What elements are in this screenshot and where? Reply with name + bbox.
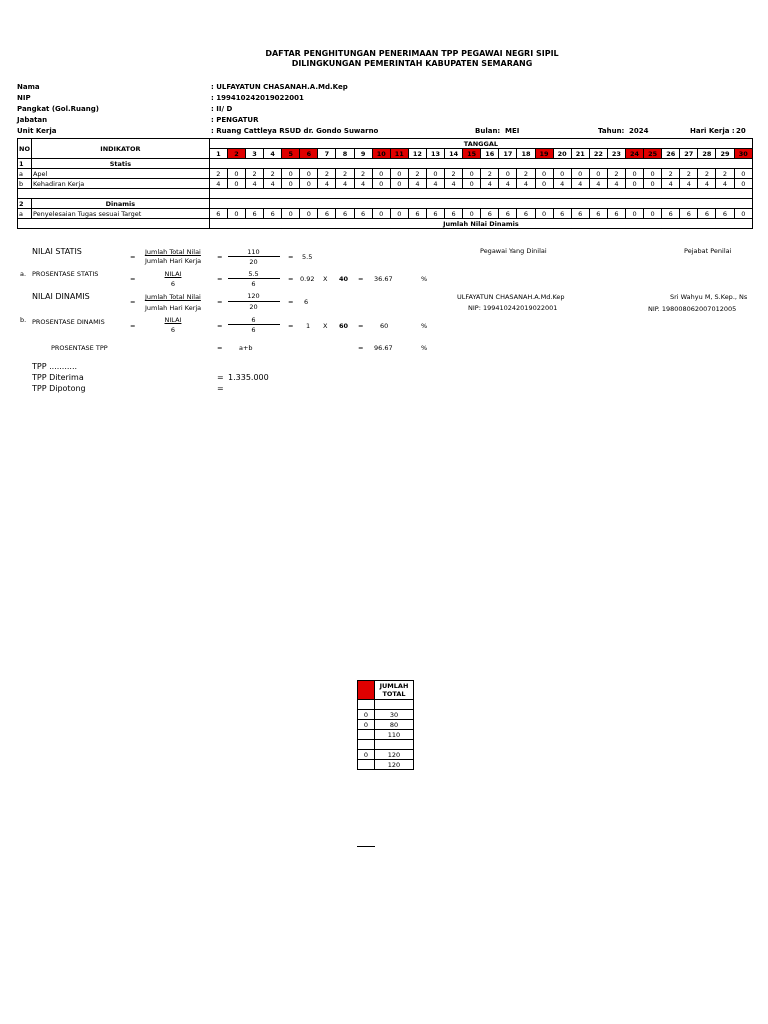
eq: = [358, 322, 364, 330]
eq: = [358, 344, 364, 352]
cell-value: 0 [571, 169, 589, 179]
eq: = [217, 253, 223, 261]
cell-value: 2 [607, 169, 625, 179]
cell-value: 4 [408, 179, 426, 189]
day-header: 13 [426, 149, 444, 159]
nilai-label: NILAI [164, 316, 182, 324]
cell-value: 0 [372, 169, 390, 179]
cell-value: 0 [282, 209, 300, 219]
cell-value: 0 [300, 209, 318, 219]
ns-result: 5.5 [302, 253, 313, 261]
jumlah-dinamis-label: Jumlah Nilai Dinamis [209, 219, 752, 229]
cell-value: 6 [209, 209, 227, 219]
tpp-diterima-value: 1.335.000 [228, 373, 269, 382]
cell-value: 0 [535, 179, 553, 189]
cell-value: 0 [227, 169, 245, 179]
cell-value: 0 [282, 169, 300, 179]
pd-total: 60 [380, 322, 389, 330]
tpp-dipotong-label: TPP Dipotong [32, 384, 86, 393]
eq: = [130, 322, 136, 330]
day-header: 7 [318, 149, 336, 159]
day-header: 27 [680, 149, 698, 159]
cell-value: 0 [300, 169, 318, 179]
summary-cell-b: 110 [375, 730, 414, 740]
cell-value: 6 [517, 209, 535, 219]
cell-value: 6 [354, 209, 372, 219]
cell-value: 6 [318, 209, 336, 219]
row-label: Penyelesaian Tugas sesuai Target [31, 209, 209, 219]
times: X [323, 275, 328, 283]
section-blank [209, 199, 752, 209]
summary-cell-b [375, 740, 414, 750]
info-label: Nama [17, 83, 40, 91]
cell-value: 2 [318, 169, 336, 179]
info-value: : 199410242019022001 [211, 94, 304, 102]
pct: % [421, 275, 428, 283]
pd-result: 1 [306, 322, 311, 330]
day-header: 5 [282, 149, 300, 159]
cell-value: 0 [300, 179, 318, 189]
six-label: 6 [170, 280, 176, 288]
summary-cell-b: 80 [375, 720, 414, 730]
cell-value: 4 [553, 179, 571, 189]
eq: = [217, 344, 223, 352]
cell-value: 0 [227, 179, 245, 189]
eq: = [217, 322, 223, 330]
summary-cell-a: 0 [358, 720, 375, 730]
summary-table [357, 680, 414, 770]
cell-value: 4 [336, 179, 354, 189]
section-label: Statis [31, 159, 209, 169]
cell-value: 0 [734, 169, 752, 179]
section-label: Dinamis [31, 199, 209, 209]
cell-value: 6 [662, 209, 680, 219]
info-value: : Ruang Cattleya RSUD dr. Gondo Suwarno [211, 127, 379, 135]
day-header: 6 [300, 149, 318, 159]
cell-value: 6 [589, 209, 607, 219]
eq: = [217, 275, 223, 283]
cell-value: 0 [644, 179, 662, 189]
day-header: 18 [517, 149, 535, 159]
cell-value: 0 [372, 209, 390, 219]
jtn-label: Jumlah Total Nilai [145, 293, 201, 301]
tpp-total: 96.67 [374, 344, 393, 352]
cell-value: 0 [426, 169, 444, 179]
info-label: Jabatan [17, 116, 48, 124]
fraction-line [228, 301, 280, 302]
day-header: 2 [227, 149, 245, 159]
times: X [323, 322, 328, 330]
summary-cell-b: 30 [375, 710, 414, 720]
eq: = [288, 253, 294, 261]
nd-result: 6 [304, 298, 309, 306]
cell-value: 0 [282, 179, 300, 189]
pct: % [421, 344, 428, 352]
cell-value: 6 [698, 209, 716, 219]
cell-value: 6 [408, 209, 426, 219]
cell-value: 0 [734, 209, 752, 219]
eq: = [130, 275, 136, 283]
indicator-table [17, 138, 753, 229]
summary-cell-a [358, 700, 375, 710]
pd-denominator: 6 [251, 326, 256, 334]
ps-weight: 40 [339, 275, 349, 283]
cell-value: 0 [390, 179, 408, 189]
eq: = [130, 253, 136, 261]
ps-numerator: 5.5 [248, 270, 259, 278]
summary-cell-b: 120 [375, 750, 414, 760]
cell-value: 4 [354, 179, 372, 189]
pegawai-nip: NIP: 199410242019022001 [468, 304, 558, 312]
hari-kerja-label: Hari Kerja : [690, 127, 735, 135]
cell-value: 2 [209, 169, 227, 179]
day-header: 8 [336, 149, 354, 159]
jtn-label: Jumlah Total Nilai [145, 248, 201, 256]
indikator-header: INDIKATOR [31, 139, 209, 159]
eq: = [288, 298, 294, 306]
blank-cell [31, 189, 209, 199]
cell-value: 0 [390, 169, 408, 179]
cell-value: 0 [644, 209, 662, 219]
row-no: a [18, 209, 32, 219]
ps-denominator: 6 [251, 280, 256, 288]
info-label: NIP [17, 94, 31, 102]
cell-value: 2 [481, 169, 499, 179]
section-no: 1 [18, 159, 32, 169]
summary-cell-b: 120 [375, 760, 414, 770]
bulan-value: MEI [505, 127, 520, 135]
day-header: 28 [698, 149, 716, 159]
eq: = [130, 298, 136, 306]
cell-value: 6 [553, 209, 571, 219]
cell-value: 4 [318, 179, 336, 189]
day-header: 15 [463, 149, 481, 159]
day-header: 10 [372, 149, 390, 159]
tpp-prosentase-label: PROSENTASE TPP [51, 344, 108, 352]
tahun-label: Tahun: [598, 127, 625, 135]
day-header: 23 [607, 149, 625, 159]
cell-value: 4 [716, 179, 734, 189]
cell-value: 6 [426, 209, 444, 219]
cell-value: 0 [535, 169, 553, 179]
eq: = [288, 322, 294, 330]
nd-denominator: 20 [249, 303, 258, 311]
nd-numerator: 120 [247, 292, 260, 300]
day-header: 14 [445, 149, 463, 159]
doc-subtitle: DILINGKUNGAN PEMERINTAH KABUPATEN SEMARANG [291, 59, 533, 68]
summary-red-cell: 31 [358, 681, 375, 700]
cell-value: 4 [499, 179, 517, 189]
blank-cell [18, 189, 32, 199]
cell-value: 6 [445, 209, 463, 219]
nilai-label: NILAI [164, 270, 182, 278]
cell-value: 2 [716, 169, 734, 179]
blank-cell [18, 219, 32, 229]
day-header: 1 [209, 149, 227, 159]
bulan-label: Bulan: [475, 127, 501, 135]
cell-value: 0 [625, 179, 643, 189]
summary-cell-a [358, 730, 375, 740]
cell-value: 4 [589, 179, 607, 189]
day-header: 29 [716, 149, 734, 159]
row-no: a [18, 169, 32, 179]
eq: = [217, 298, 223, 306]
cell-value: 0 [390, 209, 408, 219]
summary-cell-a [358, 760, 375, 770]
day-header: 26 [662, 149, 680, 159]
cell-value: 0 [372, 179, 390, 189]
day-header: 11 [390, 149, 408, 159]
info-label: Pangkat (Gol.Ruang) [17, 105, 99, 113]
tahun-value: 2024 [629, 127, 649, 135]
cell-value: 0 [499, 169, 517, 179]
ns-numerator: 110 [247, 248, 260, 256]
cell-value: 0 [463, 209, 481, 219]
section-no: 2 [18, 199, 32, 209]
blank-cell [31, 219, 209, 229]
cell-value: 6 [571, 209, 589, 219]
summary-header-line: TOTAL [382, 690, 406, 698]
cell-value: 4 [571, 179, 589, 189]
cell-value: 4 [607, 179, 625, 189]
nilai-statis-label: NILAI STATIS [32, 247, 82, 256]
section-blank [209, 159, 752, 169]
cell-value: 4 [246, 179, 264, 189]
cell-value: 0 [589, 169, 607, 179]
eq: = [288, 275, 294, 283]
cell-value: 2 [246, 169, 264, 179]
cell-value: 6 [246, 209, 264, 219]
jhk-label: Jumlah Hari Kerja [145, 257, 202, 265]
fraction-line [228, 278, 280, 279]
cell-value: 2 [264, 169, 282, 179]
summary-cell-a: 0 [358, 750, 375, 760]
pejabat-name: Sri Wahyu M, S.Kep., Ns [670, 293, 748, 301]
pd-numerator: 6 [251, 316, 256, 324]
cell-value: 0 [644, 169, 662, 179]
day-header: 9 [354, 149, 372, 159]
pegawai-name: ULFAYATUN CHASANAH.A.Md.Kep [457, 293, 565, 301]
nilai-dinamis-label: NILAI DINAMIS [32, 292, 90, 301]
info-value: : PENGATUR [211, 116, 259, 124]
pd-weight: 60 [339, 322, 349, 330]
summary-cell-a: 0 [358, 710, 375, 720]
day-header: 17 [499, 149, 517, 159]
summary-cell-b [375, 700, 414, 710]
summary-cell-a [358, 740, 375, 750]
cell-value: 2 [408, 169, 426, 179]
cell-value: 0 [553, 169, 571, 179]
doc-title: DAFTAR PENGHITUNGAN PENERIMAAN TPP PEGAWAI NEGRI SIPIL [265, 49, 559, 58]
pegawai-label: Pegawai Yang Dinilai [480, 247, 547, 255]
cell-value: 6 [336, 209, 354, 219]
six-label: 6 [170, 326, 176, 334]
cell-value: 4 [680, 179, 698, 189]
day-header: 4 [264, 149, 282, 159]
ps-prefix: a. [20, 270, 27, 278]
pejabat-label: Pejabat Penilai [684, 247, 732, 255]
jhk-label: Jumlah Hari Kerja [145, 304, 202, 312]
tpp-formula: a+b [239, 344, 253, 352]
row-label: Kehadiran Kerja [31, 179, 209, 189]
eq: = [217, 384, 224, 393]
row-no: b [18, 179, 32, 189]
cell-value: 0 [463, 169, 481, 179]
cell-value: 6 [264, 209, 282, 219]
cell-value: 6 [481, 209, 499, 219]
cell-value: 0 [463, 179, 481, 189]
cell-value: 2 [517, 169, 535, 179]
summary-header [375, 681, 414, 700]
cell-value: 4 [209, 179, 227, 189]
cell-value: 4 [426, 179, 444, 189]
info-label: Unit Kerja [17, 127, 57, 135]
cell-value: 6 [499, 209, 517, 219]
cell-value: 2 [354, 169, 372, 179]
pejabat-nip: NIP. 198008062007012005 [648, 305, 737, 313]
cell-value: 2 [445, 169, 463, 179]
pd-label: PROSENTASE DINAMIS [32, 318, 105, 326]
cell-value: 4 [481, 179, 499, 189]
cell-value: 6 [607, 209, 625, 219]
day-header: 12 [408, 149, 426, 159]
eq: = [217, 373, 224, 382]
cell-value: 6 [680, 209, 698, 219]
cell-value: 0 [227, 209, 245, 219]
info-value: : II/ D [211, 105, 233, 113]
cell-value: 4 [445, 179, 463, 189]
cell-value: 2 [336, 169, 354, 179]
fraction-line [228, 256, 280, 257]
cell-value: 4 [264, 179, 282, 189]
tanggal-header: TANGGAL [209, 139, 752, 149]
tpp-diterima-label: TPP Diterima [32, 373, 84, 382]
cell-value: 4 [517, 179, 535, 189]
cell-value: 2 [680, 169, 698, 179]
cell-value: 0 [625, 209, 643, 219]
day-header: 20 [553, 149, 571, 159]
cell-value: 4 [662, 179, 680, 189]
no-header: NO [18, 139, 32, 159]
pct: % [421, 322, 428, 330]
cell-value: 6 [716, 209, 734, 219]
day-header: 19 [535, 149, 553, 159]
info-value: : ULFAYATUN CHASANAH.A.Md.Kep [211, 83, 348, 91]
cell-value: 0 [734, 179, 752, 189]
summary-header-line: JUMLAH [379, 682, 409, 690]
underline-mark [357, 846, 375, 847]
cell-value: 0 [625, 169, 643, 179]
cell-value: 2 [662, 169, 680, 179]
ps-result: 0.92 [300, 275, 315, 283]
ps-label: PROSENTASE STATIS [32, 270, 99, 278]
row-label: Apel [31, 169, 209, 179]
day-header: 22 [589, 149, 607, 159]
day-header: 30 [734, 149, 752, 159]
eq: = [358, 275, 364, 283]
cell-value: 4 [698, 179, 716, 189]
day-header: 24 [625, 149, 643, 159]
day-header: 3 [246, 149, 264, 159]
fraction-line [228, 324, 280, 325]
cell-value: 2 [698, 169, 716, 179]
day-header: 25 [644, 149, 662, 159]
blank-cell [209, 189, 752, 199]
tpp-label: TPP ........... [32, 362, 78, 371]
pd-prefix: b. [20, 316, 27, 324]
cell-value: 0 [535, 209, 553, 219]
ps-total: 36.67 [374, 275, 393, 283]
ns-denominator: 20 [249, 258, 258, 266]
day-header: 21 [571, 149, 589, 159]
day-header: 16 [481, 149, 499, 159]
hari-kerja-value: 20 [736, 127, 746, 135]
